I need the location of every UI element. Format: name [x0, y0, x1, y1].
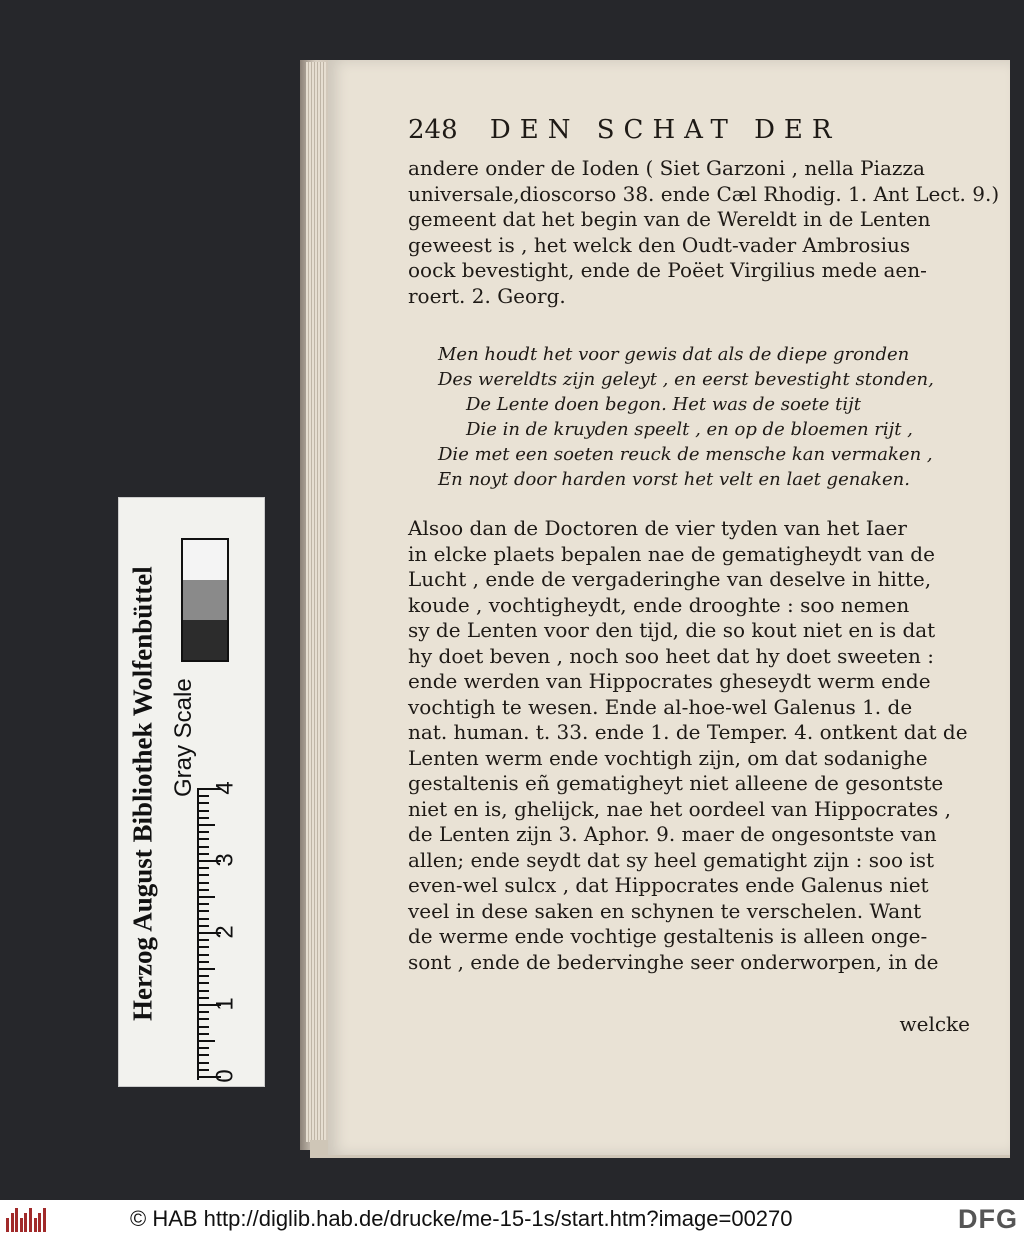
ruler-tick [199, 918, 209, 920]
running-title: DEN SCHAT DER [489, 115, 841, 145]
gray-swatch [183, 620, 227, 660]
text-line: in elcke plaets bepalen nae de gematigheydt van de [408, 541, 935, 566]
text-line: universale,dioscorso 38. ende Cæl Rhodig. 1. Ant Lect. 9.) [408, 181, 1000, 206]
ruler-tick [199, 817, 209, 819]
ruler-tick [199, 1062, 209, 1064]
poem-line: De Lente doen begon. Het was de soete tijt [466, 394, 861, 415]
text-line: Alsoo dan de Doctoren de vier tyden van het Iaer [408, 516, 907, 540]
poem-line: Die in de kruyden speelt , en op de bloemen rijt , [466, 419, 913, 440]
ruler-tick [199, 802, 209, 804]
paragraph-1 [408, 156, 1000, 309]
ruler-tick [199, 1018, 209, 1020]
gray-scale-label: Gray Scale [170, 678, 197, 798]
ruler-tick [199, 896, 215, 898]
ruler-number: 4 [211, 781, 239, 795]
gray-swatch [183, 540, 227, 580]
ruler-tick [199, 997, 209, 999]
ruler-tick [199, 1069, 209, 1071]
text-line: de werme ende vochtige gestaltenis is alleen onge- [408, 924, 928, 948]
ruler-number: 0 [211, 1069, 239, 1083]
ruler-tick [199, 1011, 209, 1013]
poem-line: En noyt door harden vorst het velt en laet genaken. [438, 469, 910, 490]
ruler-tick [199, 1047, 209, 1049]
text-line: nat. human. t. 33. ende 1. de Temper. 4. ontkent dat de [408, 720, 968, 744]
ruler-tick [199, 831, 209, 833]
text-line: sont , ende de bedervinghe seer onderworpen, in de [408, 949, 939, 974]
text-line: de Lenten zijn 3. Aphor. 9. maer de ongesontste van [408, 822, 937, 846]
ruler-tick [199, 853, 209, 855]
text-line: Lenten werm ende vochtigh zijn, om dat sodanighe [408, 745, 928, 770]
text-line: koude , vochtigheydt, ende drooghte : soo nemen [408, 592, 910, 617]
text-line: veel in dese saken en schynen te verschelen. Want [408, 898, 922, 923]
ruler-tick [199, 910, 209, 912]
ruler-tick [199, 961, 209, 963]
text-line: niet en is, ghelijck, nae het oordeel van Hippocrates , [408, 796, 951, 821]
poem-line: Men houdt het voor gewis dat als de diepe gronden [438, 344, 910, 365]
ruler-tick [199, 824, 215, 826]
ruler-tick [199, 1040, 215, 1042]
ruler-tick [199, 838, 209, 840]
page-number: 248 [408, 115, 458, 145]
ruler-number: 2 [211, 925, 239, 939]
ruler-tick [199, 1054, 209, 1056]
ruler-tick [199, 990, 209, 992]
ruler-tick [199, 882, 209, 884]
text-line: gestaltenis eñ gematigheyt niet alleene de gesontste [408, 771, 944, 795]
text-line: oock bevestight, ende de Poëet Virgilius mede aen- [408, 258, 927, 282]
ruler-tick [199, 954, 209, 956]
ruler-tick [199, 975, 209, 977]
ruler-tick [199, 939, 209, 941]
gray-scale-swatches [181, 538, 229, 662]
text-line: allen; ende seydt dat sy heel gematight zijn : soo ist [408, 847, 935, 872]
text-line: ende werden van Hippocrates gheseydt werm ende [408, 669, 931, 693]
book-page [328, 60, 1010, 1155]
ruler-tick [199, 1033, 209, 1035]
ruler-tick [199, 982, 209, 984]
ruler-tick [199, 889, 209, 891]
catchword: welcke [899, 1012, 970, 1036]
text-line: gemeent dat het begin van de Wereldt in de Lenten [408, 207, 931, 231]
poem-block [438, 342, 934, 492]
poem-line: Die met een soeten reuck de mensche kan vermaken , [438, 444, 933, 465]
ruler-tick [199, 810, 209, 812]
page-header [408, 115, 841, 145]
ruler-number: 1 [211, 997, 239, 1011]
text-line: hy doet beven , noch soo heet dat hy doet sweeten : [408, 643, 934, 668]
gray-swatch [183, 580, 227, 620]
footer-bar [0, 1200, 1024, 1238]
text-line: Lucht , ende de vergaderinghe van deselve in hitte, [408, 567, 932, 591]
ruler-tick [199, 846, 209, 848]
text-line: roert. 2. Georg. [408, 283, 566, 308]
ruler-tick [199, 795, 209, 797]
ruler-tick [199, 874, 209, 876]
text-line: even-wel sulcx , dat Hippocrates ende Galenus niet [408, 873, 929, 897]
dfg-logo: DFG [958, 1204, 1018, 1234]
paragraph-2 [408, 516, 968, 975]
ruler-tick [199, 946, 209, 948]
ruler-tick [199, 968, 215, 970]
text-line: vochtigh te wesen. Ende al-hoe-wel Galenus 1. de [408, 694, 913, 719]
credit-link[interactable]: © HAB http://diglib.hab.de/drucke/me-15-1s/start.htm?image=00270 [130, 1206, 793, 1231]
page-edges [306, 62, 326, 1142]
text-line: geweest is , het welck den Oudt-vader Ambrosius [408, 232, 911, 257]
ruler-tick [199, 925, 209, 927]
ruler-tick [199, 1026, 209, 1028]
ruler-tick [199, 867, 209, 869]
ruler-number: 3 [211, 853, 239, 867]
ruler-tick [199, 903, 209, 905]
color-card [118, 497, 265, 1087]
text-line: sy de Lenten voor den tijd, die so kout niet en is dat [408, 618, 936, 642]
institution-label: Herzog August Bibliothek Wolfenbüttel [127, 566, 158, 1021]
text-line: andere onder de Ioden ( Siet Garzoni , nella Piazza [408, 156, 925, 180]
hab-logo-icon [6, 1206, 48, 1232]
poem-line: Des wereldts zijn geleyt , en eerst bevestight stonden, [438, 369, 934, 390]
